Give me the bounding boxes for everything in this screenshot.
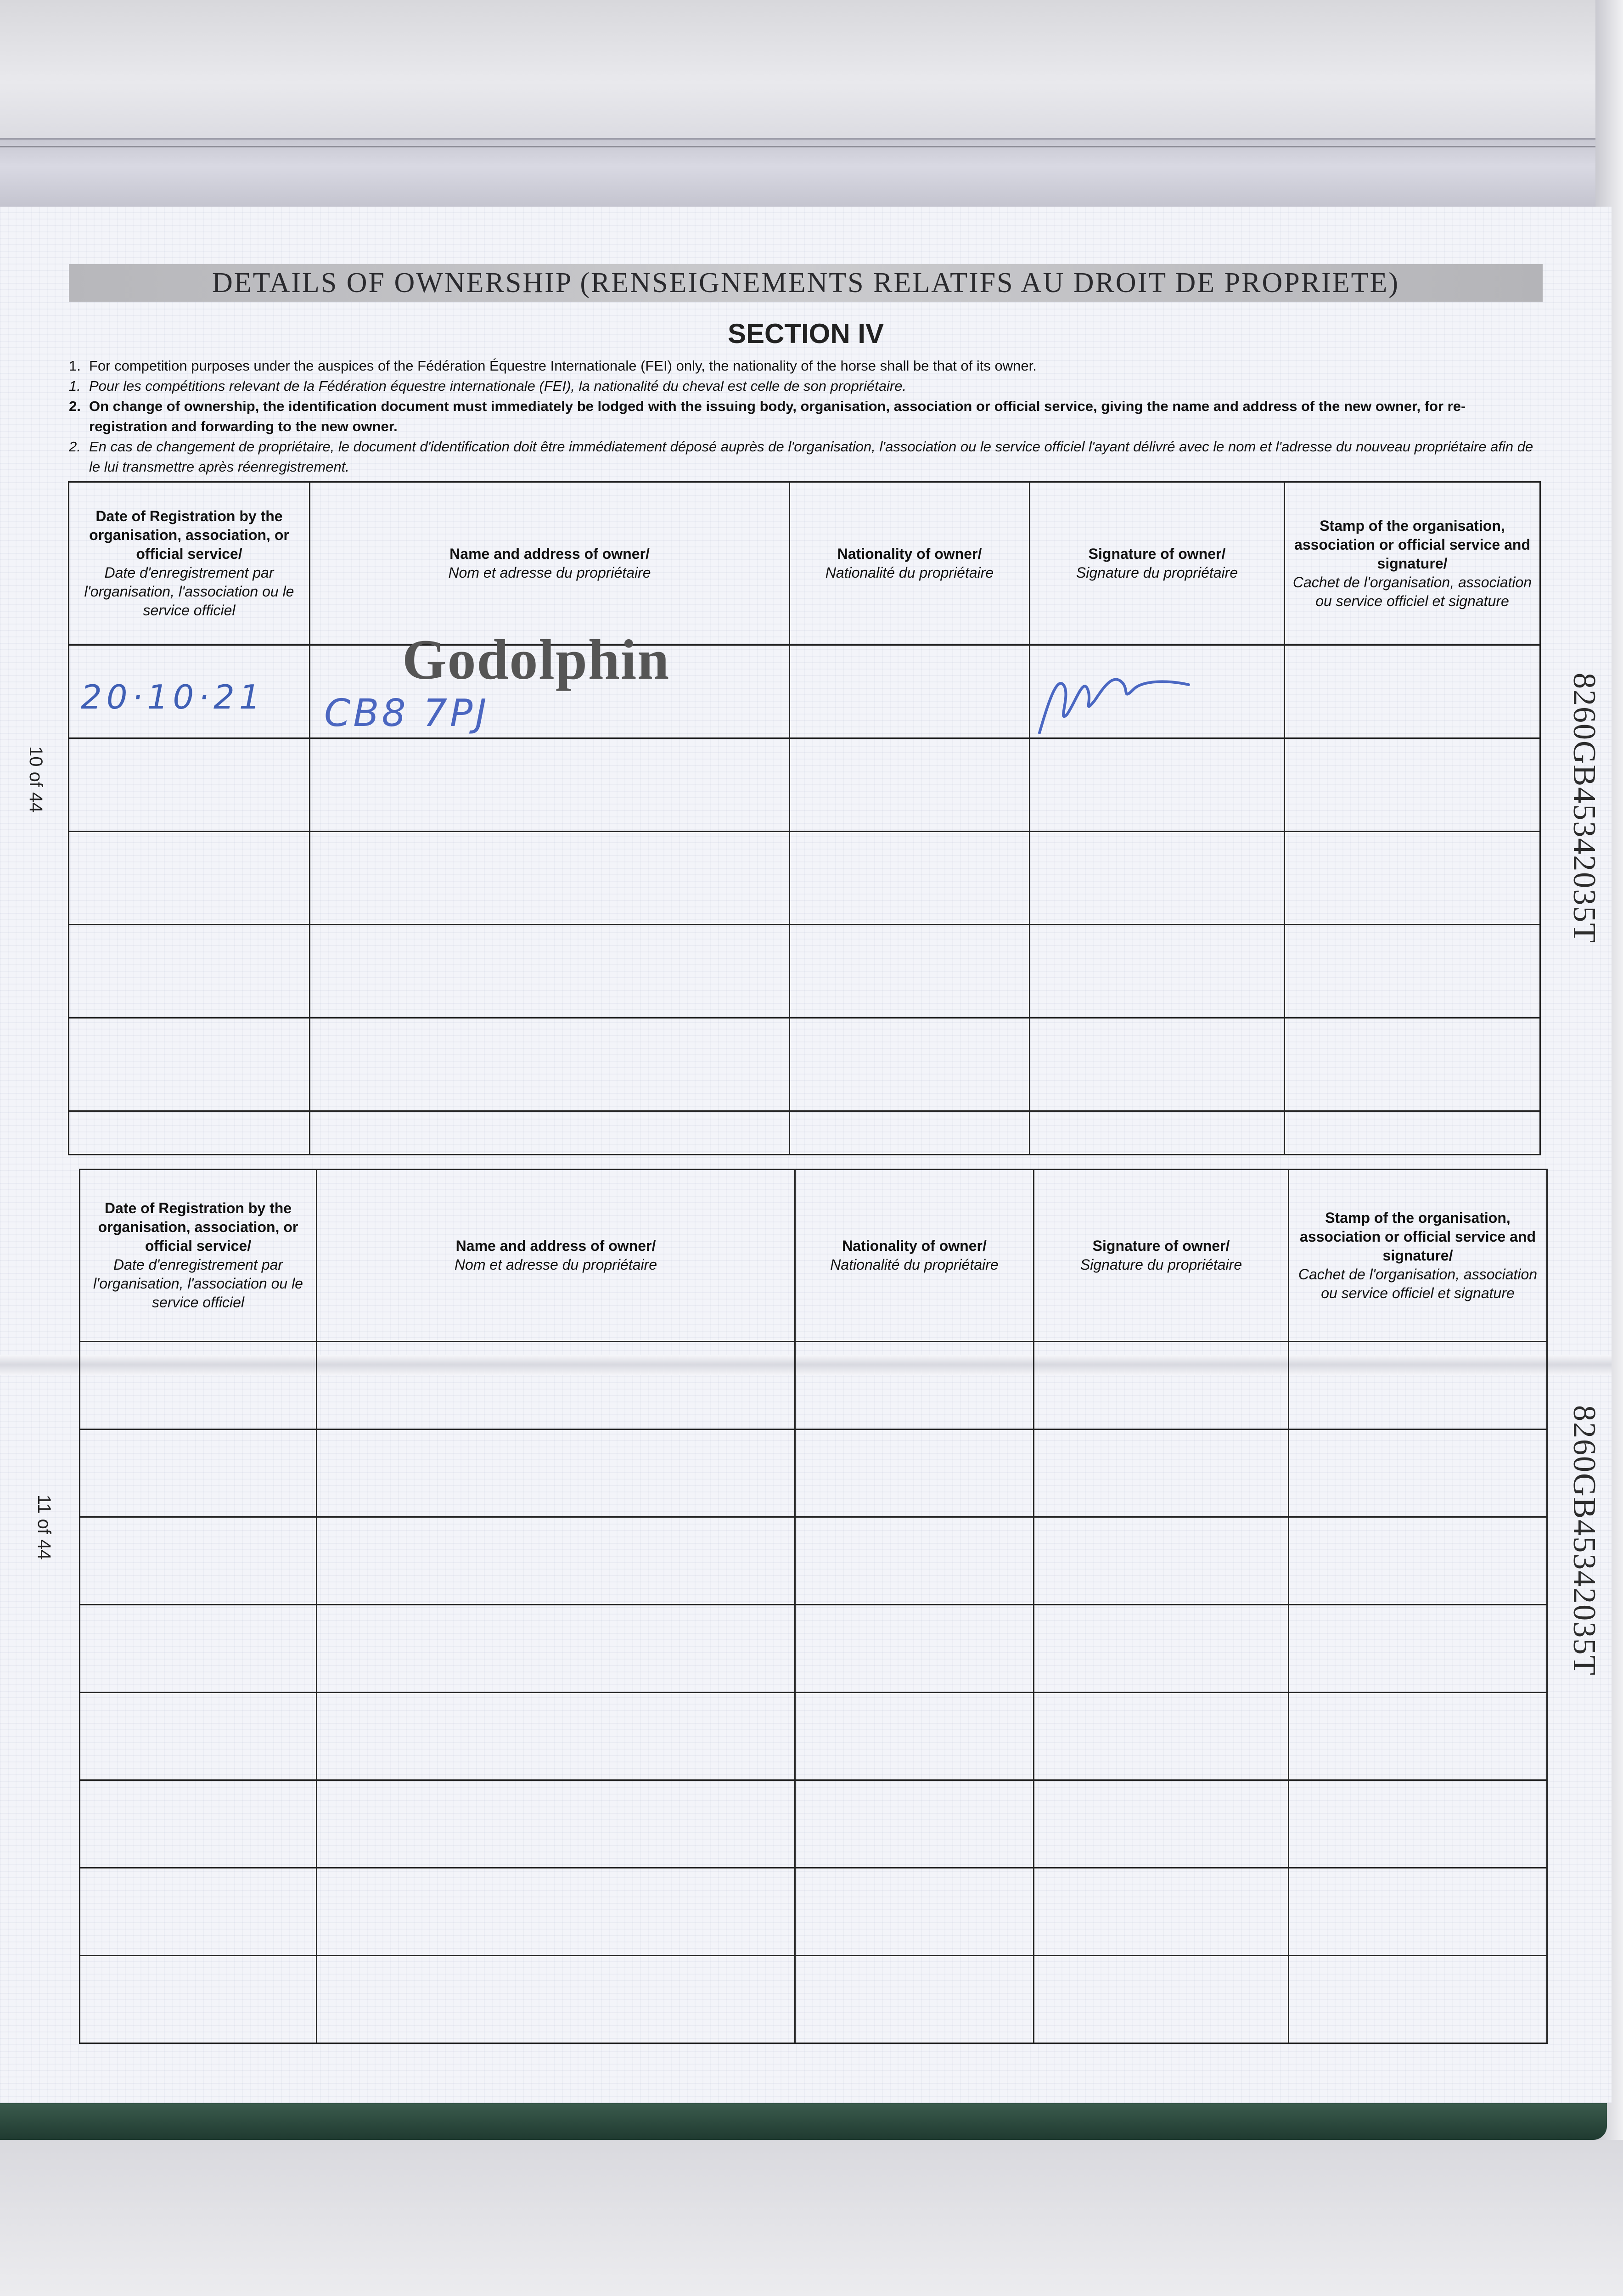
page-number-bottom: 11 of 44: [34, 1495, 54, 1560]
nationality-cell[interactable]: [790, 738, 1030, 832]
nationality-cell[interactable]: [790, 832, 1030, 925]
note-2-fr: 2. En cas de changement de propriétaire, le document d'identification doit être immédiatement déposé auprès de l'organisation, l'association ou le service officiel l'ayant délivré avec le nom et l'adresse du nouveau propriétaire afin de le lui transmettre après réenregistrement.: [69, 439, 1533, 475]
document-id-bottom: 8260GB45342035T: [1567, 1405, 1602, 1676]
owner-name-cell[interactable]: [317, 1605, 795, 1693]
owner-postcode: CB8 7PJ: [324, 692, 489, 735]
col-signature-header: Signature of owner/ Signature du propriétaire: [1034, 1170, 1289, 1342]
col-date-header: Date of Registration by the organisation, association, or official service/ Date d'enregistrement par l'organisation, l'association ou le service officiel: [80, 1170, 317, 1342]
signature-cell[interactable]: [1034, 1429, 1289, 1517]
note-2-en: 2. On change of ownership, the identification document must immediately be lodged with the issuing body, organisation, association or official service, giving the name and address of the new owner, for re-registration and forwarding to the new owner.: [69, 398, 1466, 434]
nationality-cell[interactable]: [790, 925, 1030, 1018]
registration-date-cell[interactable]: [69, 1018, 310, 1111]
registration-date-cell[interactable]: [80, 1605, 317, 1693]
registration-date-cell[interactable]: [69, 738, 310, 832]
col-date-header: Date of Registration by the organisation, association, or official service/ Date d'enregistrement par l'organisation, l'association ou le service officiel: [69, 482, 310, 645]
signature-cell[interactable]: [1034, 1517, 1289, 1605]
scanner-background-bottom: [0, 2140, 1623, 2296]
table-row: [69, 738, 1540, 832]
registration-date-cell[interactable]: [80, 1517, 317, 1605]
table-row: [69, 645, 1540, 738]
passport-cover-bottom: [0, 2103, 1607, 2140]
signature-cell[interactable]: [1034, 1868, 1289, 1956]
owner-signature: [1030, 646, 1214, 737]
signature-cell[interactable]: [1030, 925, 1285, 1018]
table-row: [80, 1780, 1547, 1868]
ownership-banner: [69, 264, 1543, 302]
notes-list: [69, 356, 1538, 477]
col-name-header: Name and address of owner/ Nom et adresse du propriétaire: [310, 482, 790, 645]
stamp-cell[interactable]: [1289, 1342, 1547, 1429]
ownership-table-page-11: [79, 1169, 1548, 2044]
nationality-cell[interactable]: [790, 645, 1030, 738]
owner-name-stamp: Godolphin: [402, 628, 670, 691]
col-stamp-header: Stamp of the organisation, association or official service and signature/ Cachet de l'organisation, association ou service officiel et signature: [1285, 482, 1540, 645]
table-row: [80, 1517, 1547, 1605]
page-number-top: 10 of 44: [26, 746, 46, 813]
col-name-header: Name and address of owner/ Nom et adresse du propriétaire: [317, 1170, 795, 1342]
signature-cell[interactable]: [1034, 1605, 1289, 1693]
col-nationality-header: Nationality of owner/ Nationalité du propriétaire: [790, 482, 1030, 645]
table-row: [80, 1429, 1547, 1517]
passport-cover-edge: [0, 138, 1623, 207]
ownership-table-page-10: [68, 481, 1541, 1155]
signature-cell[interactable]: [1034, 1693, 1289, 1780]
owner-name-cell[interactable]: [317, 1780, 795, 1868]
registration-date-cell[interactable]: [80, 1342, 317, 1429]
registration-date-cell[interactable]: [80, 1429, 317, 1517]
signature-cell[interactable]: [1030, 832, 1285, 925]
stamp-cell[interactable]: [1289, 1780, 1547, 1868]
signature-cell[interactable]: [1030, 645, 1285, 738]
signature-cell[interactable]: [1034, 1956, 1289, 2043]
nationality-cell[interactable]: [795, 1605, 1034, 1693]
nationality-cell[interactable]: [795, 1517, 1034, 1605]
stamp-cell[interactable]: [1289, 1956, 1547, 2043]
registration-date: 20·10·21: [81, 678, 265, 716]
table-header-row: [80, 1170, 1547, 1342]
owner-name-cell[interactable]: [310, 738, 790, 832]
registration-date-cell[interactable]: [69, 832, 310, 925]
owner-name-cell[interactable]: [310, 925, 790, 1018]
note-1-en: 1. For competition purposes under the auspices of the Fédération Équestre Internationale (FEI) only, the nationality of the horse shall be that of its owner.: [69, 358, 1037, 374]
nationality-cell[interactable]: [795, 1429, 1034, 1517]
document-id-top: 8260GB45342035T: [1567, 673, 1602, 944]
registration-date-cell[interactable]: [80, 1868, 317, 1956]
signature-cell[interactable]: [1030, 1018, 1285, 1111]
registration-date-cell[interactable]: [69, 645, 310, 738]
sleeve-line: [0, 146, 1598, 147]
nationality-cell[interactable]: [795, 1342, 1034, 1429]
stamp-cell[interactable]: [1289, 1868, 1547, 1956]
registration-date-cell[interactable]: [80, 1780, 317, 1868]
signature-cell[interactable]: [1030, 738, 1285, 832]
nationality-cell[interactable]: [795, 1868, 1034, 1956]
col-stamp-header: Stamp of the organisation, association or official service and signature/ Cachet de l'organisation, association ou service officiel et signature: [1289, 1170, 1547, 1342]
owner-name-cell[interactable]: [317, 1693, 795, 1780]
table-row: [69, 925, 1540, 1018]
stamp-cell[interactable]: [1285, 738, 1540, 832]
owner-name-cell[interactable]: [317, 1517, 795, 1605]
table-row: [80, 1956, 1547, 2043]
signature-cell[interactable]: [1034, 1342, 1289, 1429]
table-row: [80, 1342, 1547, 1429]
table-row: [69, 832, 1540, 925]
scanner-background-top: [0, 0, 1623, 138]
registration-date-cell[interactable]: [80, 1956, 317, 2043]
owner-name-cell[interactable]: [317, 1342, 795, 1429]
stamp-cell[interactable]: [1285, 645, 1540, 738]
owner-name-cell[interactable]: [317, 1868, 795, 1956]
banner-title: DETAILS OF OWNERSHIP (RENSEIGNEMENTS RELATIFS AU DROIT DE PROPRIETE): [212, 267, 1400, 298]
owner-name-cell[interactable]: [310, 628, 790, 738]
stamp-cell[interactable]: [1289, 1517, 1547, 1605]
col-nationality-header: Nationality of owner/ Nationalité du propriétaire: [795, 1170, 1034, 1342]
nationality-cell[interactable]: [790, 1018, 1030, 1111]
registration-date-cell[interactable]: [69, 925, 310, 1018]
signature-cell[interactable]: [1034, 1780, 1289, 1868]
col-signature-header: Signature of owner/ Signature du propriétaire: [1030, 482, 1285, 645]
stamp-cell[interactable]: [1289, 1605, 1547, 1693]
table-row: [80, 1868, 1547, 1956]
owner-name-cell[interactable]: [310, 832, 790, 925]
owner-name-cell[interactable]: [317, 1956, 795, 2043]
nationality-cell[interactable]: [795, 1780, 1034, 1868]
table-header-row: [69, 482, 1540, 645]
owner-name-cell[interactable]: [310, 1018, 790, 1111]
nationality-cell[interactable]: [795, 1693, 1034, 1780]
owner-name-cell[interactable]: [317, 1429, 795, 1517]
stamp-cell[interactable]: [1285, 1018, 1540, 1111]
table-row-partial: [69, 1111, 1540, 1155]
stamp-cell[interactable]: [1285, 832, 1540, 925]
stamp-cell[interactable]: [1289, 1693, 1547, 1780]
note-1-fr: 1. Pour les compétitions relevant de la Fédération équestre internationale (FEI), la nationalité du cheval est celle de son propriétaire.: [69, 378, 907, 394]
stamp-cell[interactable]: [1289, 1429, 1547, 1517]
registration-date-cell[interactable]: [80, 1693, 317, 1780]
table-row: [80, 1693, 1547, 1780]
table-row: [80, 1605, 1547, 1693]
nationality-cell[interactable]: [795, 1956, 1034, 2043]
section-title: SECTION IV: [727, 318, 884, 349]
stamp-cell[interactable]: [1285, 925, 1540, 1018]
table-row: [69, 1018, 1540, 1111]
